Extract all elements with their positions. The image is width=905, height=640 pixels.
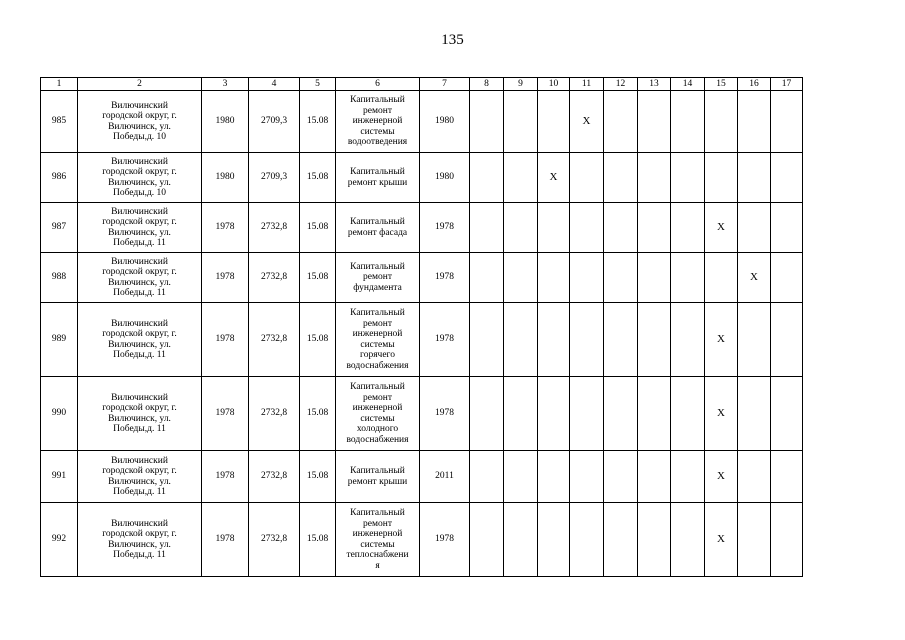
last-repair-year-cell: 1978 [420,377,470,451]
date-cell: 15.08 [300,203,336,253]
column-header-16: 16 [738,78,771,91]
column-header-7: 7 [420,78,470,91]
empty-cell [671,203,705,253]
empty-cell [738,203,771,253]
column-header-5: 5 [300,78,336,91]
empty-cell [604,377,638,451]
area-cell: 2732,8 [249,253,300,303]
empty-cell [671,303,705,377]
column-header-8: 8 [470,78,504,91]
area-cell: 2709,3 [249,153,300,203]
table-body [41,91,803,577]
empty-cell [638,253,671,303]
address-cell: Вилючинский городской округ, г. Вилючинск, ул. Победы,д. 11 [78,503,202,577]
empty-cell [504,451,538,503]
date-cell: 15.08 [300,451,336,503]
empty-cell [771,503,803,577]
table-row [41,253,803,303]
area-cell: 2732,8 [249,377,300,451]
area-cell: 2732,8 [249,203,300,253]
empty-cell [570,253,604,303]
empty-cell [604,451,638,503]
mark-cell: X [705,203,738,253]
empty-cell [604,303,638,377]
last-repair-year-cell: 1978 [420,303,470,377]
column-header-12: 12 [604,78,638,91]
date-cell: 15.08 [300,91,336,153]
last-repair-year-cell: 1980 [420,153,470,203]
work-type-cell: Капитальный ремонт крыши [336,153,420,203]
page-number: 135 [441,32,464,48]
table-row [41,451,803,503]
column-header-11: 11 [570,78,604,91]
column-header-10: 10 [538,78,570,91]
empty-cell [470,303,504,377]
mark-cell: X [570,91,604,153]
year-built-cell: 1978 [202,451,249,503]
work-type-cell: Капитальный ремонт инженерной системы теплоснабжени я [336,503,420,577]
empty-cell [638,377,671,451]
table-row [41,503,803,577]
column-header-1: 1 [41,78,78,91]
year-built-cell: 1978 [202,253,249,303]
address-cell: Вилючинский городской округ, г. Вилючинск, ул. Победы,д. 11 [78,203,202,253]
last-repair-year-cell: 1978 [420,253,470,303]
date-cell: 15.08 [300,503,336,577]
empty-cell [470,91,504,153]
column-header-4: 4 [249,78,300,91]
table-row [41,153,803,203]
empty-cell [570,503,604,577]
empty-cell [538,503,570,577]
empty-cell [604,153,638,203]
empty-cell [538,91,570,153]
table-row [41,377,803,451]
empty-cell [538,303,570,377]
year-built-cell: 1978 [202,377,249,451]
empty-cell [738,503,771,577]
area-cell: 2732,8 [249,451,300,503]
register-table [40,77,803,577]
empty-cell [538,377,570,451]
year-built-cell: 1980 [202,153,249,203]
empty-cell [470,451,504,503]
empty-cell [771,377,803,451]
empty-cell [738,303,771,377]
empty-cell [738,91,771,153]
date-cell: 15.08 [300,377,336,451]
address-cell: Вилючинский городской округ, г. Вилючинск, ул. Победы,д. 11 [78,377,202,451]
empty-cell [504,203,538,253]
table-row [41,303,803,377]
address-cell: Вилючинский городской округ, г. Вилючинск, ул. Победы,д. 11 [78,451,202,503]
empty-cell [604,91,638,153]
mark-cell: X [738,253,771,303]
column-header-17: 17 [771,78,803,91]
row-number: 989 [41,303,78,377]
column-header-9: 9 [504,78,538,91]
area-cell: 2709,3 [249,91,300,153]
empty-cell [671,91,705,153]
empty-cell [470,253,504,303]
empty-cell [570,203,604,253]
empty-cell [671,451,705,503]
year-built-cell: 1980 [202,91,249,153]
empty-cell [470,377,504,451]
work-type-cell: Капитальный ремонт крыши [336,451,420,503]
empty-cell [570,153,604,203]
address-cell: Вилючинский городской округ, г. Вилючинск, ул. Победы,д. 11 [78,253,202,303]
date-cell: 15.08 [300,153,336,203]
address-cell: Вилючинский городской округ, г. Вилючинск, ул. Победы,д. 10 [78,153,202,203]
last-repair-year-cell: 1980 [420,91,470,153]
empty-cell [638,451,671,503]
empty-cell [504,503,538,577]
empty-cell [638,503,671,577]
empty-cell [470,503,504,577]
date-cell: 15.08 [300,253,336,303]
empty-cell [504,253,538,303]
work-type-cell: Капитальный ремонт инженерной системы водоотведения [336,91,420,153]
work-type-cell: Капитальный ремонт инженерной системы холодного водоснабжения [336,377,420,451]
empty-cell [470,203,504,253]
work-type-cell: Капитальный ремонт инженерной системы горячего водоснабжения [336,303,420,377]
empty-cell [771,253,803,303]
row-number: 992 [41,503,78,577]
mark-cell: X [705,503,738,577]
header-row [41,78,803,91]
empty-cell [771,451,803,503]
empty-cell [738,377,771,451]
row-number: 987 [41,203,78,253]
mark-cell: X [705,451,738,503]
empty-cell [504,377,538,451]
column-header-13: 13 [638,78,671,91]
empty-cell [504,153,538,203]
column-header-6: 6 [336,78,420,91]
empty-cell [771,153,803,203]
column-header-15: 15 [705,78,738,91]
mark-cell: X [538,153,570,203]
mark-cell: X [705,303,738,377]
empty-cell [604,203,638,253]
last-repair-year-cell: 1978 [420,203,470,253]
empty-cell [638,153,671,203]
empty-cell [705,153,738,203]
empty-cell [738,451,771,503]
empty-cell [771,91,803,153]
row-number: 991 [41,451,78,503]
empty-cell [771,303,803,377]
row-number: 986 [41,153,78,203]
empty-cell [504,91,538,153]
empty-cell [570,377,604,451]
empty-cell [771,203,803,253]
last-repair-year-cell: 2011 [420,451,470,503]
mark-cell: X [705,377,738,451]
column-header-14: 14 [671,78,705,91]
empty-cell [604,503,638,577]
year-built-cell: 1978 [202,503,249,577]
row-number: 985 [41,91,78,153]
empty-cell [570,451,604,503]
year-built-cell: 1978 [202,203,249,253]
empty-cell [738,153,771,203]
empty-cell [671,253,705,303]
column-header-2: 2 [78,78,202,91]
row-number: 988 [41,253,78,303]
empty-cell [570,303,604,377]
empty-cell [504,303,538,377]
empty-cell [671,377,705,451]
empty-cell [638,203,671,253]
work-type-cell: Капитальный ремонт фасада [336,203,420,253]
empty-cell [638,303,671,377]
table-row [41,91,803,153]
empty-cell [470,153,504,203]
work-type-cell: Капитальный ремонт фундамента [336,253,420,303]
area-cell: 2732,8 [249,503,300,577]
empty-cell [538,253,570,303]
year-built-cell: 1978 [202,303,249,377]
empty-cell [671,153,705,203]
empty-cell [538,451,570,503]
row-number: 990 [41,377,78,451]
address-cell: Вилючинский городской округ, г. Вилючинск, ул. Победы,д. 10 [78,91,202,153]
empty-cell [705,253,738,303]
last-repair-year-cell: 1978 [420,503,470,577]
empty-cell [538,203,570,253]
table-row [41,203,803,253]
column-header-3: 3 [202,78,249,91]
empty-cell [604,253,638,303]
area-cell: 2732,8 [249,303,300,377]
empty-cell [638,91,671,153]
empty-cell [671,503,705,577]
date-cell: 15.08 [300,303,336,377]
empty-cell [705,91,738,153]
address-cell: Вилючинский городской округ, г. Вилючинск, ул. Победы,д. 11 [78,303,202,377]
